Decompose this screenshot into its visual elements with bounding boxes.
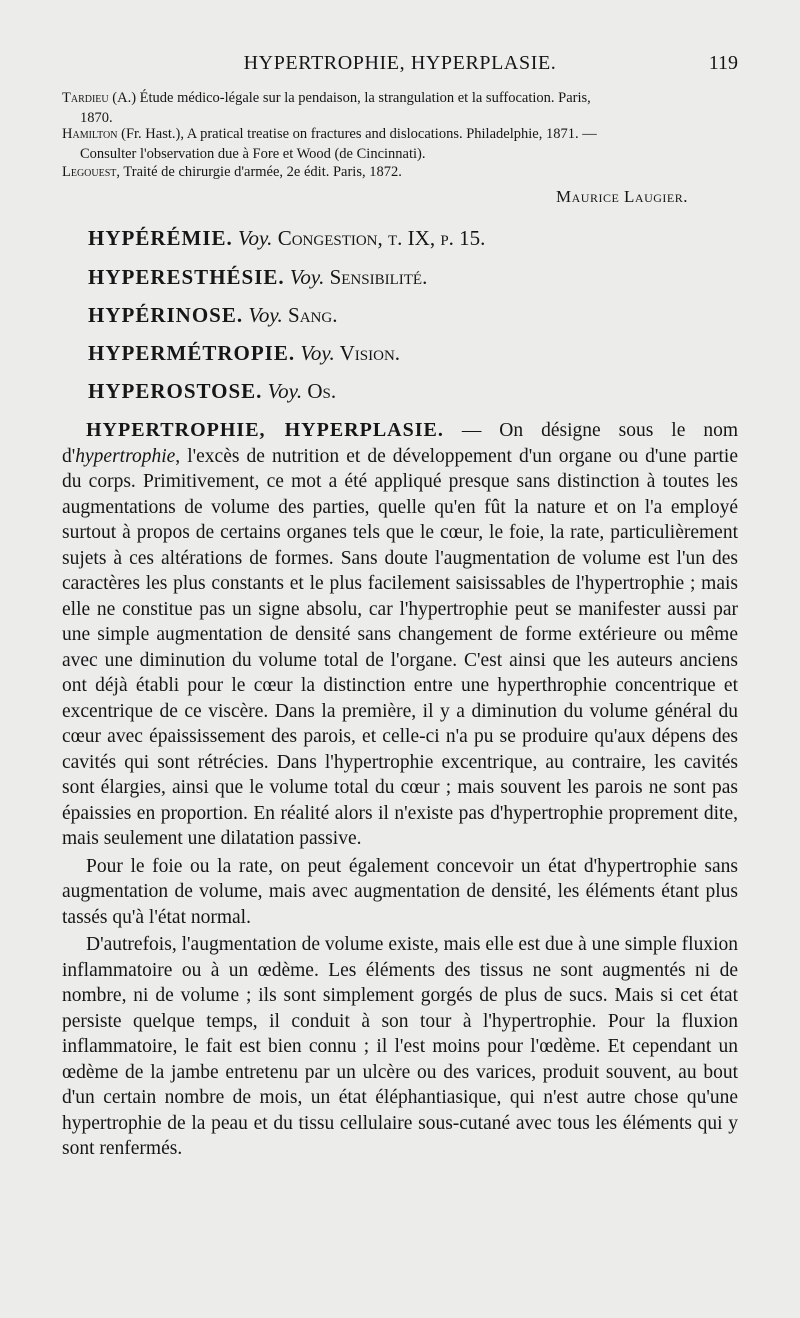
voy-label: Voy. [300,341,335,365]
page-number: 119 [708,52,738,74]
bib-continuation: Consulter l'observation due à Fore et Wood (de Cincinnati). [80,146,426,162]
bib-continuation: 1870. [80,110,113,126]
paragraph-text: , l'excès de nutrition et de développement d'un organe ou d'une partie du corps. Primitivement, ce mot a été appliqué presque sans distinction à toutes les augmentations de volume des parties, quelle qu'en fût la nature et on l'a employé surtout à propos de certains organes tels que le cœur, le foie, la rate, particulièrement sujets à ces altérations de formes. Sans doute l'augmentation de volume est l'un des caractères les plus constants et le plus facilement saisissables de l'hypertrophie ; mais elle ne constitue pas un signe absolu, car l'hypertrophie peut se manifester aussi par une simple augmentation de densité sans changement de forme extérieure ou même avec une diminution du volume total de l'organe. C'est ainsi que les auteurs anciens ont déjà établi pour le cœur la distinction entre une hyperthrophie concentrique et excentrique de ce viscère. Dans la première, il y a diminution du volume général du cœur avec épaississement des parois, et celle-ci n'a pu se produire qu'aux dépens des cavités qui sont rétrécies. Dans l'hypertrophie excentrique, au contraire, les cavités sont élargies, ainsi que le volume total du cœur ; mais souvent les parois ne sont pas épaissies en proportion. En réalité alors il n'existe pas d'hypertrophie proprement dite, mais seulement une dilatation passive. [62,445,738,849]
article-paragraph [62,418,738,852]
entry-headword: HYPERESTHÉSIE. [88,265,285,289]
running-head [62,52,738,80]
entry-headword: HYPEROSTOSE. [88,379,263,403]
cross-reference-entry [88,264,427,290]
bibliography-entry [62,124,738,164]
paragraph-text: — On désigne sous le nom d' [62,420,738,467]
author-signature: Maurice Laugier. [556,187,688,206]
article-body [62,418,738,1164]
bib-author: Tardieu [62,90,109,106]
cross-reference-entry [88,378,336,404]
bib-author: Legouest [62,164,117,180]
bibliography-entry [62,88,738,128]
running-title: HYPERTROPHIE, HYPERPLASIE. [243,52,557,74]
entry-headword: HYPÉRINOSE. [88,303,244,327]
bib-author: Hamilton [62,126,118,142]
cross-reference-target: Sang. [282,303,338,327]
cross-reference-entry [88,340,400,366]
cross-reference-target: Sensibilité. [324,265,428,289]
emphasized-term: hypertrophie [75,445,176,467]
article-headword: HYPERTROPHIE, HYPERPLASIE. [86,419,444,441]
voy-label: Voy. [289,265,325,289]
bib-initial: (A.) [108,90,137,106]
cross-reference-entry [88,225,485,251]
voy-label: Voy. [267,379,303,403]
bib-text: Étude médico-légale sur la pendaison, la strangulation et la suffocation. Paris, [136,90,591,106]
cross-reference-target: Congestion, t. IX, p. 15. [272,226,486,250]
cross-reference-target: Os. [302,379,337,403]
entry-headword: HYPÉRÉMIE. [88,226,233,250]
article-paragraph: D'autrefois, l'augmentation de volume existe, mais elle est due à une simple fluxion inflammatoire ou à un œdème. Les éléments des tissus ne sont augmentés ni de nombre, ni de volume ; ils sont simplement gorgés de plus de sucs. Mais si cet état persiste quelque temps, il conduit à son tour à l'hypertrophie. Pour la fluxion inflammatoire, le fait est bien connu ; il l'est moins pour l'œdème. Et cependant un œdème de la jambe entretenu par un ulcère ou des varices, produit souvent, au bout d'un certain nombre de mois, un état éléphantiasique, qui n'est autre chose qu'une hypertrophie de la peau et du tissu cellulaire sous-cutané avec tous les éléments qui y sont renfermés. [62,934,738,1159]
bib-text: , Traité de chirurgie d'armée, 2e édit. Paris, 1872. [116,164,402,180]
voy-label: Voy. [248,303,283,327]
bibliography-entry [62,162,738,182]
cross-reference-entry [88,302,337,328]
voy-label: Voy. [238,226,273,250]
bib-text: , A pratical treatise on fractures and dislocations. Philadelphie, 1871. — [180,126,597,142]
article-paragraph: Pour le foie ou la rate, on peut également concevoir un état d'hypertrophie sans augmentation de volume, mais avec augmentation de densité, les éléments étant plus tassés qu'à l'état normal. [62,855,738,928]
entry-headword: HYPERMÉTROPIE. [88,341,296,365]
bib-initial: (Fr. Hast.) [117,126,181,142]
cross-reference-target: Vision. [334,341,401,365]
